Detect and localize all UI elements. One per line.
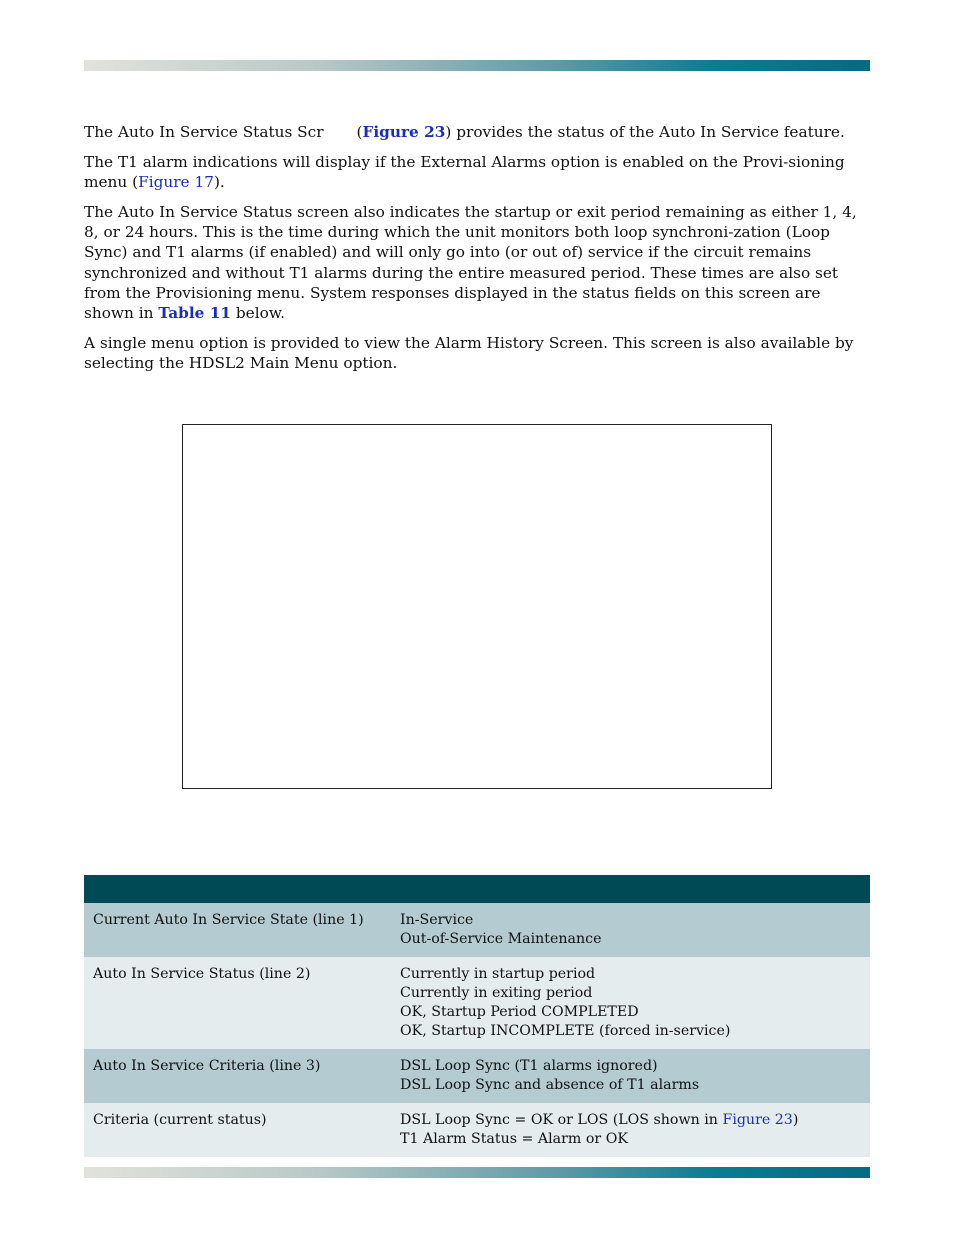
row-value-text: DSL Loop Sync = OK or LOS (LOS shown in bbox=[400, 1112, 723, 1128]
row-value bbox=[400, 1111, 870, 1130]
row-value: Currently in exiting period bbox=[400, 985, 593, 1001]
row-values bbox=[390, 1103, 870, 1157]
body-text bbox=[84, 122, 870, 383]
paragraph-2 bbox=[84, 152, 870, 193]
figure-17-link[interactable]: Figure 17 bbox=[138, 173, 214, 192]
row-value: In-Service bbox=[400, 912, 474, 928]
row-field: Auto In Service Criteria (line 3) bbox=[93, 1058, 321, 1074]
row-values bbox=[390, 903, 870, 957]
paragraph-1 bbox=[84, 122, 870, 142]
row-value: OK, Startup Period COMPLETED bbox=[400, 1004, 639, 1020]
row-value: T1 Alarm Status = Alarm or OK bbox=[400, 1131, 628, 1147]
table-row bbox=[84, 1049, 870, 1103]
row-value: OK, Startup INCOMPLETE (forced in-service) bbox=[400, 1023, 731, 1039]
row-value: DSL Loop Sync (T1 alarms ignored) bbox=[400, 1058, 658, 1074]
table-row bbox=[84, 1103, 870, 1157]
row-values bbox=[390, 1049, 870, 1103]
row-field: Auto In Service Status (line 2) bbox=[93, 966, 311, 982]
para1-paren: ( bbox=[356, 123, 363, 141]
para1-text: The Auto In Service Status Scr bbox=[84, 123, 324, 141]
status-table bbox=[84, 875, 870, 1157]
row-field: Criteria (current status) bbox=[93, 1112, 267, 1128]
table-row bbox=[84, 957, 870, 1049]
row-values bbox=[390, 957, 870, 1049]
table-row bbox=[84, 903, 870, 957]
row-value: Out-of-Service Maintenance bbox=[400, 931, 602, 947]
para3-text: The Auto In Service Status screen also indicates the startup or exit period remaining as either 1, 4, 8, or 24 hours. This is the time during which the unit monitors both loop synchroni-zation (Loop Sync) and T1 alarms (if enabled) and will only go into (or out of) service if the circuit remains synchronized and without T1 alarms during the entire measured period. These times are also set from the Provisioning menu. System responses displayed in the status fields on this screen are shown in bbox=[84, 202, 857, 323]
row-value: Currently in startup period bbox=[400, 966, 596, 982]
paragraph-4: A single menu option is provided to view the Alarm History Screen. This screen is also available by selecting the HDSL2 Main Menu option. bbox=[84, 334, 854, 373]
para2-text: The T1 alarm indications will display if the External Alarms option is enabled on the Provi-sioning menu ( bbox=[84, 152, 845, 192]
table-header-bar bbox=[84, 875, 870, 903]
row-value-text-end: ) bbox=[792, 1112, 799, 1128]
figure-23-link[interactable]: Figure 23 bbox=[722, 1112, 793, 1128]
para1-text-end: ) provides the status of the Auto In Service feature. bbox=[445, 123, 845, 141]
row-field: Current Auto In Service State (line 1) bbox=[93, 912, 364, 928]
para3-text-end: below. bbox=[231, 304, 285, 323]
screen-capture-placeholder bbox=[182, 424, 772, 789]
table-11-link[interactable]: Table 11 bbox=[158, 304, 232, 323]
header-decorative-rule bbox=[84, 60, 870, 71]
paragraph-3 bbox=[84, 202, 870, 324]
figure-23-link[interactable]: Figure 23 bbox=[362, 123, 446, 141]
para2-text-end: ). bbox=[213, 173, 225, 192]
footer-decorative-rule bbox=[84, 1167, 870, 1178]
row-value: DSL Loop Sync and absence of T1 alarms bbox=[400, 1077, 700, 1093]
